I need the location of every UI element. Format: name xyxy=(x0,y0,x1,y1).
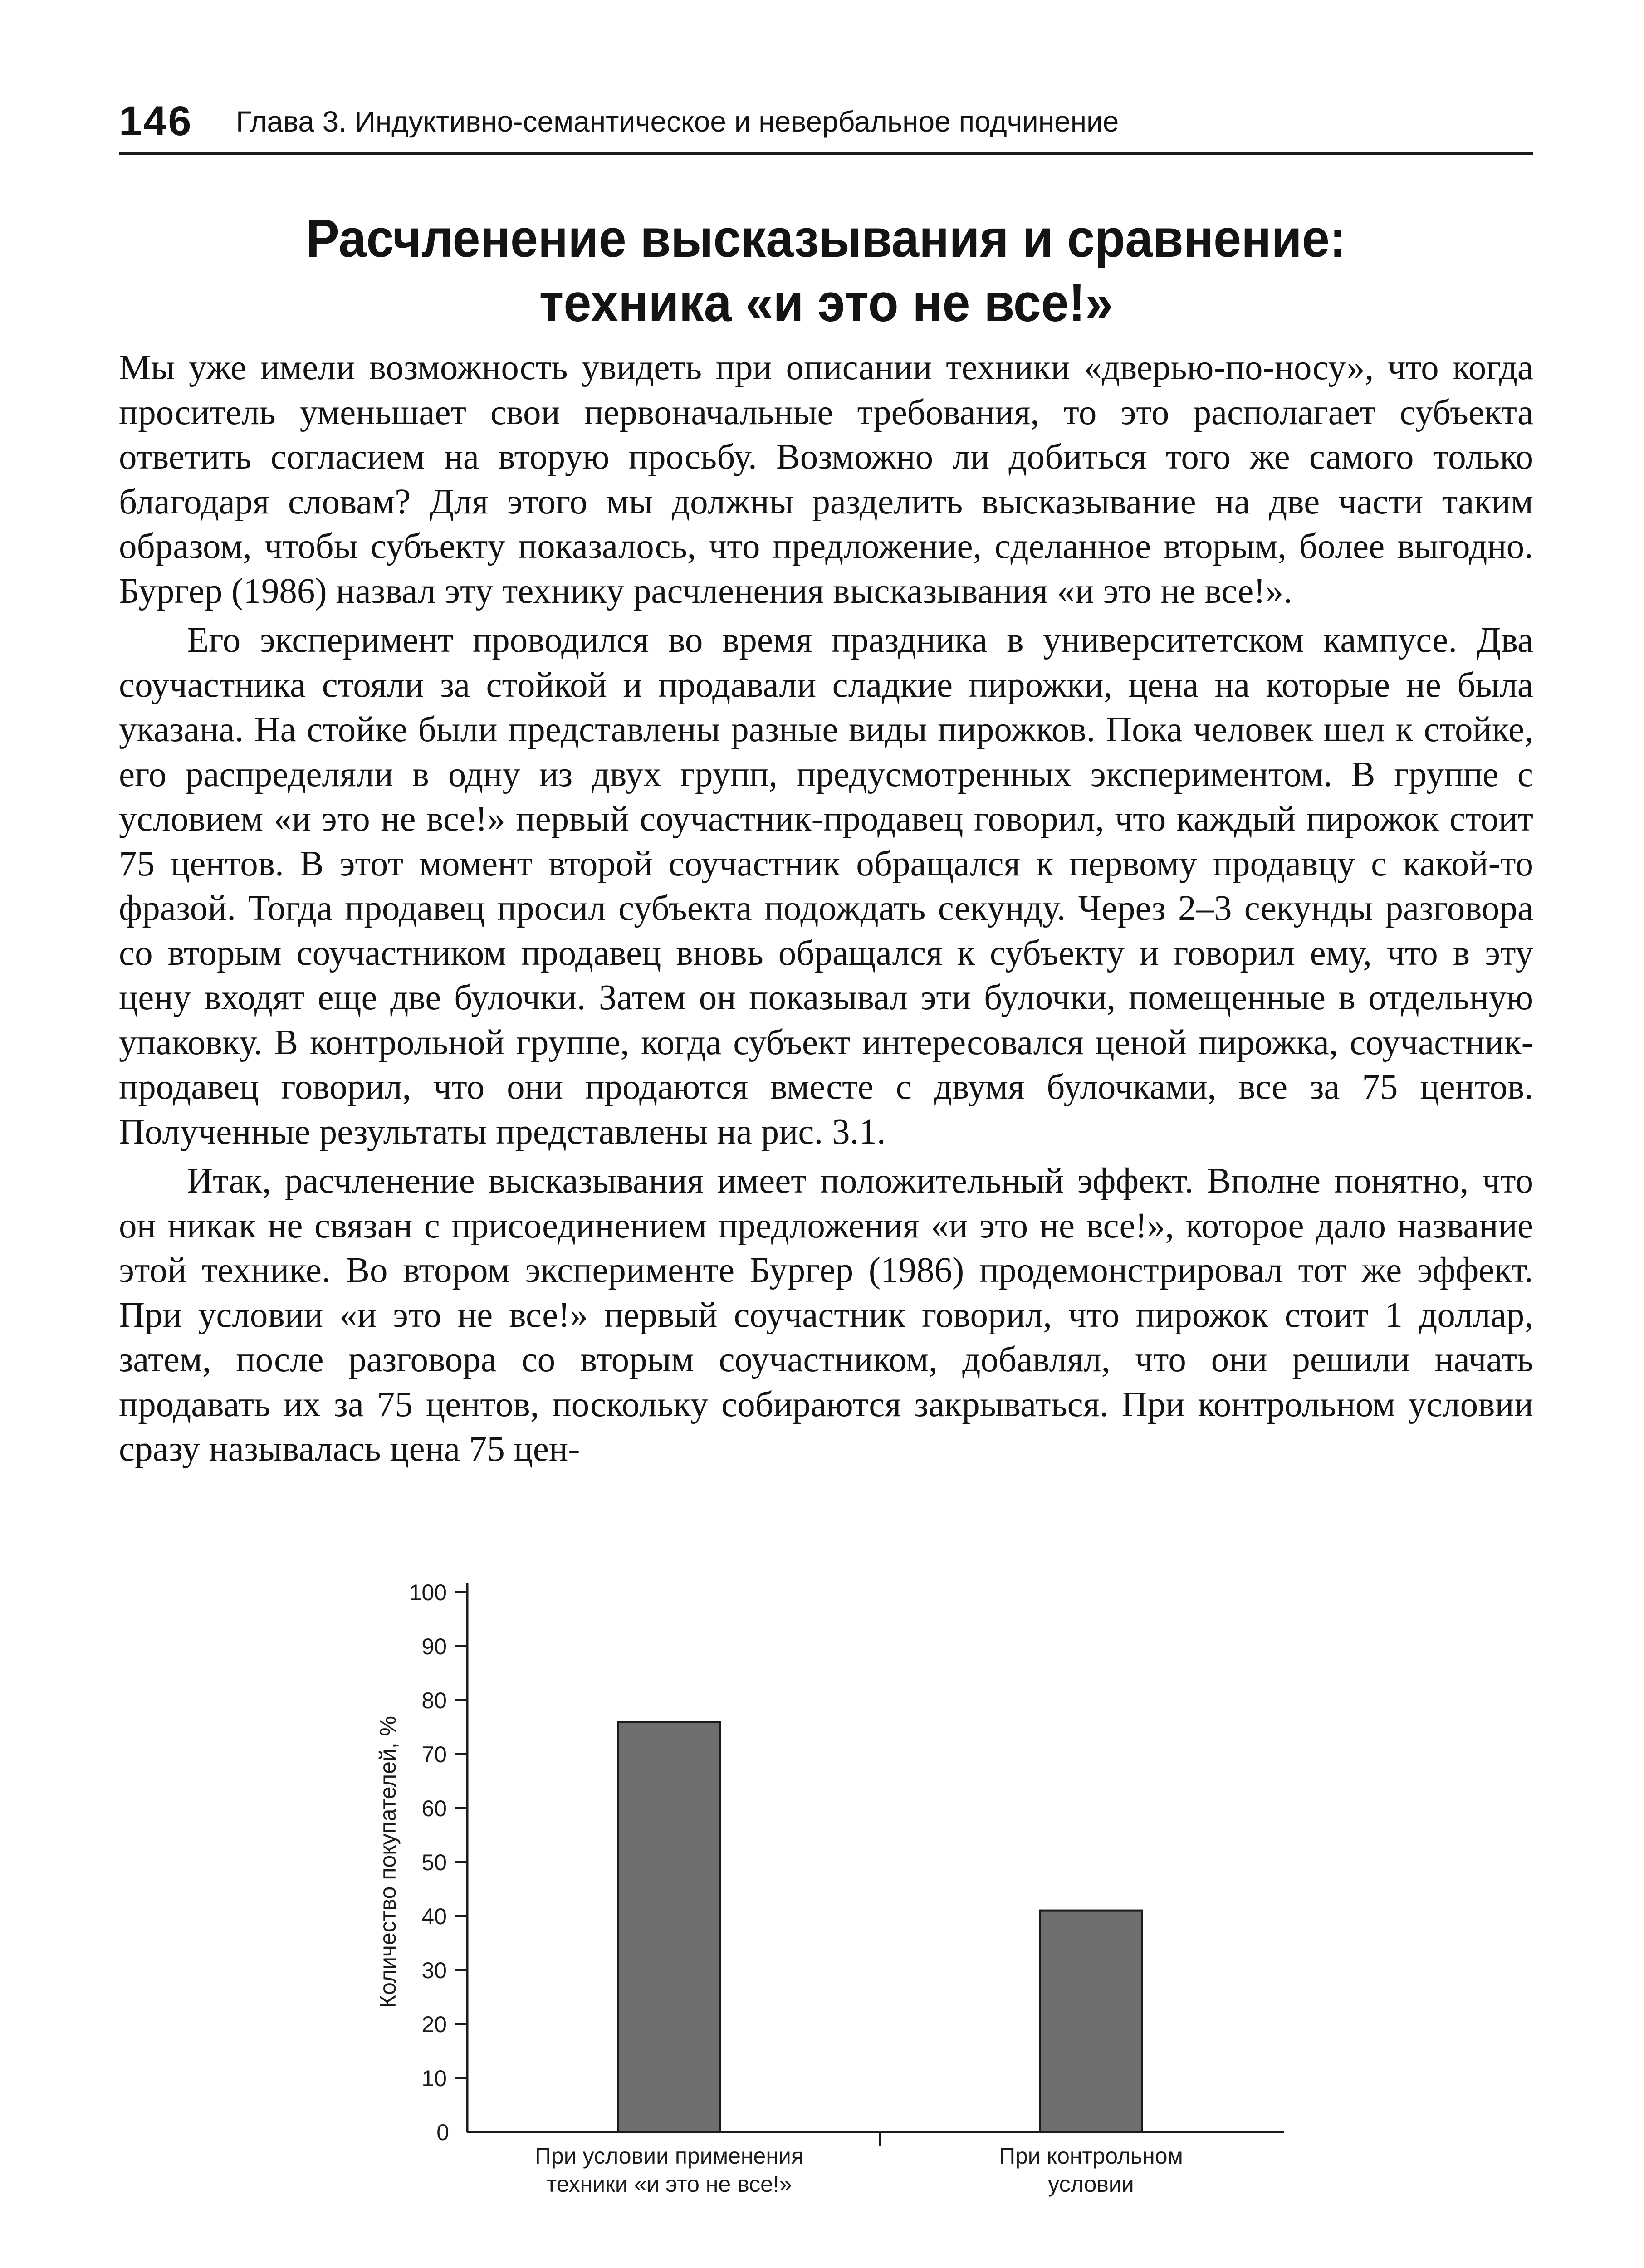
body-text xyxy=(119,346,1533,1476)
paragraph: Мы уже имели возможность увидеть при описании техники «дверью-по-носу», что когда проситель уменьшает свои первоначальные требования, то это располагает субъекта ответить согласием на вторую просьбу. Возможно ли добиться того же самого только благодаря словам? Для этого мы должны разделить высказывание на две части таким образом, чтобы субъекту показалось, что предложение, сделанное вторым, более выгодно. Бургер (1986) назвал эту технику расчленения высказывания «и это не все!». xyxy=(119,348,1533,611)
page-number: 146 xyxy=(119,98,193,144)
x-category-label: При условии применения xyxy=(535,2143,803,2169)
y-tick-label: 40 xyxy=(421,1904,447,1929)
bar xyxy=(1040,1911,1142,2132)
x-category-label: При контрольном xyxy=(999,2143,1183,2169)
bar-chart xyxy=(363,1579,1293,2232)
y-axis-label: Количество покупателей, % xyxy=(375,1716,401,2009)
section-title-line2: техника «и это не все!» xyxy=(539,273,1113,333)
bar xyxy=(618,1722,720,2132)
section-title-line1: Расчленение высказывания и сравнение: xyxy=(306,209,1346,269)
running-head: Глава 3. Индуктивно-семантическое и невербальное подчинение xyxy=(236,105,1119,138)
paragraph: Его эксперимент проводился во время праздника в университетском кампусе. Два соучастника стояли за стойкой и продавали сладкие пирожки, цена на которые не была указана. На стойке были представлены разные виды пирожков. Пока человек шел к стойке, его распределяли в одну из двух групп, предусмотренных экспериментом. В группе с условием «и это не все!» первый соучастник-продавец говорил, что каждый пирожок стоит 75 центов. В этот момент второй соучастник обращался к первому продавцу с какой-то фразой. Тогда продавец просил субъекта подождать секунду. Через 2–3 секунды разговора со вторым соучастником продавец вновь обращался к субъекту и говорил ему, что в эту цену входят еще две булочки. Затем он показывал эти булочки, помещенные в отдельную упаковку. В контрольной группе, когда субъект интересовался ценой пирожка, соучастник-продавец говорил, что они продаются вместе с двумя булочками, все за 75 центов. Полученные результаты представлены на рис. 3.1. xyxy=(119,621,1533,1152)
y-tick-label: 100 xyxy=(409,1580,447,1605)
y-tick-label: 0 xyxy=(436,2120,449,2145)
y-tick-label: 10 xyxy=(421,2066,447,2091)
x-category-label: техники «и это не все!» xyxy=(546,2171,792,2197)
y-tick-label: 20 xyxy=(421,2012,447,2037)
y-tick-label: 60 xyxy=(421,1796,447,1821)
paragraph: Итак, расчленение высказывания имеет положительный эффект. Вполне понятно, что он никак не связан с присоединением предложения «и это не все!», которое дало название этой технике. Во втором эксперименте Бургер (1986) продемонстрировал тот же эффект. При условии «и это не все!» первый соучастник говорил, что пирожок стоит 1 доллар, затем, после разговора со вторым соучастником, добавлял, что они решили начать продавать их за 75 центов, поскольку собираются закрываться. При контрольном условии сразу называлась цена 75 цен- xyxy=(119,1161,1533,1469)
section-title xyxy=(168,206,1484,335)
y-tick-label: 30 xyxy=(421,1958,447,1983)
chart-svg xyxy=(363,1579,1293,2232)
page-header xyxy=(119,98,1533,155)
x-category-label: условии xyxy=(1048,2171,1134,2197)
y-tick-label: 70 xyxy=(421,1742,447,1767)
y-tick-label: 50 xyxy=(421,1850,447,1875)
y-tick-label: 90 xyxy=(421,1634,447,1659)
y-tick-label: 80 xyxy=(421,1688,447,1713)
